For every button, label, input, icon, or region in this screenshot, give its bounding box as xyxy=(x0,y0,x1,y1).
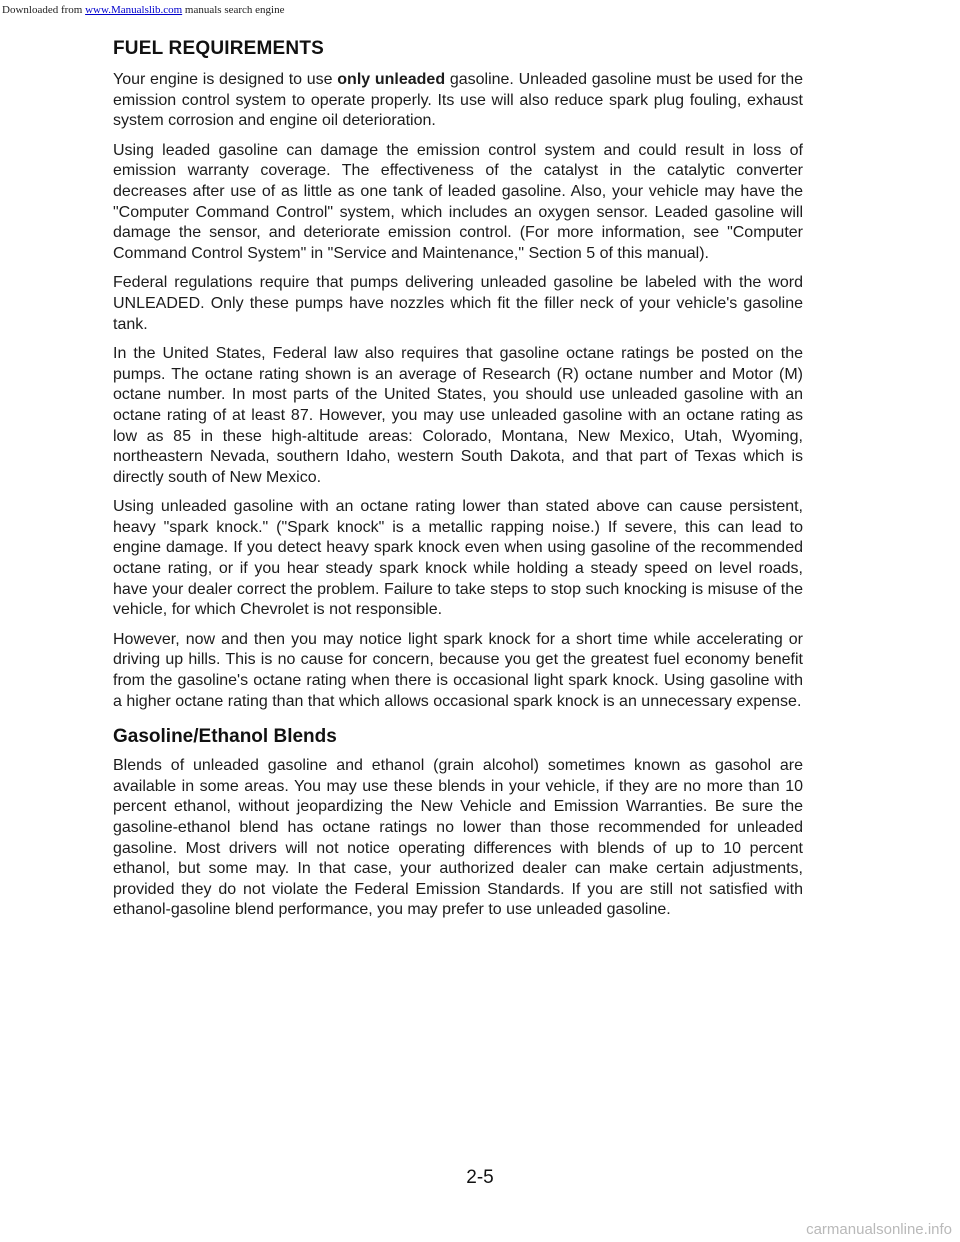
octane-rating-paragraph: In the United States, Federal law also requires that gasoline octane ratings be posted on the pumps. The octane rating shown is an average of Research (R) octane number and Motor (M) octane number. In most parts of the United States, you should use unleaded gasoline with an octane rating of at least 87. However, you may use unleaded gasoline with an octane rating as low as 85 in these high-altitude areas: Colorado, Montana, New Mexico, Utah, Wyoming, northeastern Nevada, southern Idaho, western South Dakota, and that part of Texas which is directly south of New Mexico. xyxy=(113,345,803,486)
spark-knock-paragraph: Using unleaded gasoline with an octane rating lower than stated above can cause persistent, heavy "spark knock." ("Spark knock" is a metallic rapping noise.) If severe, this can lead to engine damage. If you detect heavy spark knock even when using gasoline of the recommended octane rating, or if you hear steady spark knock while holding a steady speed on level roads, have your dealer correct the problem. Failure to take steps to stop such knocking is misuse of the vehicle, for which Chevrolet is not responsible. xyxy=(113,498,803,619)
ethanol-blends-paragraph: Blends of unleaded gasoline and ethanol (grain alcohol) sometimes known as gasohol are available in some areas. You may use these blends in your vehicle, if they are no more than 10 percent ethanol, without jeopardizing the New Vehicle and Emission Warranties. Be sure the gasoline-ethanol blend has octane ratings no lower than those recommended for unleaded gasoline. Most drivers will not notice operating differences with blends of up to 10 percent ethanol, but some may. In that case, your authorized dealer can make certain adjustments, provided they do not violate the Federal Emission Standards. If you are still not satisfied with ethanol-gasoline blend performance, you may prefer to use unleaded gasoline. xyxy=(113,757,803,919)
site-watermark: carmanualsonline.info xyxy=(806,1221,952,1238)
header-suffix: manuals search engine xyxy=(182,4,285,16)
manualslib-link[interactable]: www.Manualslib.com xyxy=(85,4,183,16)
subsection-title: Gasoline/Ethanol Blends xyxy=(113,726,337,748)
intro-text-before: Your engine is designed to use xyxy=(113,71,338,88)
intro-paragraph xyxy=(113,70,803,132)
header-prefix: Downloaded from xyxy=(2,4,86,16)
download-header xyxy=(0,0,960,22)
intro-emphasis: only unleaded xyxy=(337,71,446,88)
page-number: 2-5 xyxy=(466,1167,494,1188)
section-title: FUEL REQUIREMENTS xyxy=(113,38,325,59)
intro-text-after: gasoline. Unleaded gasoline must be used for the emission control system to operate properly. Its use will also reduce spark plug fouling, exhaust system corrosion and engine oil deterioration. xyxy=(113,71,803,130)
leaded-gasoline-paragraph: Using leaded gasoline can damage the emission control system and could result in loss of emission warranty coverage. The effectiveness of the catalyst in the catalytic converter decreases after use of as little as one tank of leaded gasoline. Also, your vehicle may have the "Computer Command Control" system, which includes an oxygen sensor. Leaded gasoline will damage the sensor, and deteriorate emission control. (For more information, see "Computer Command Control System" in "Service and Maintenance," Section 5 of this manual). xyxy=(113,141,803,262)
light-spark-knock-paragraph: However, now and then you may notice light spark knock for a short time while accelerating or driving up hills. This is no cause for concern, because you get the greatest fuel economy benefit from the gasoline's octane rating when there is occasional light spark knock. Using gasoline with a higher octane rating than that which allows occasional spark knock is an unnecessary expense. xyxy=(113,630,803,710)
federal-regulations-paragraph: Federal regulations require that pumps delivering unleaded gasoline be labeled with the word UNLEADED. Only these pumps have nozzles which fit the filler neck of your vehicle's gasoline tank. xyxy=(113,274,803,333)
page-content xyxy=(113,38,803,930)
